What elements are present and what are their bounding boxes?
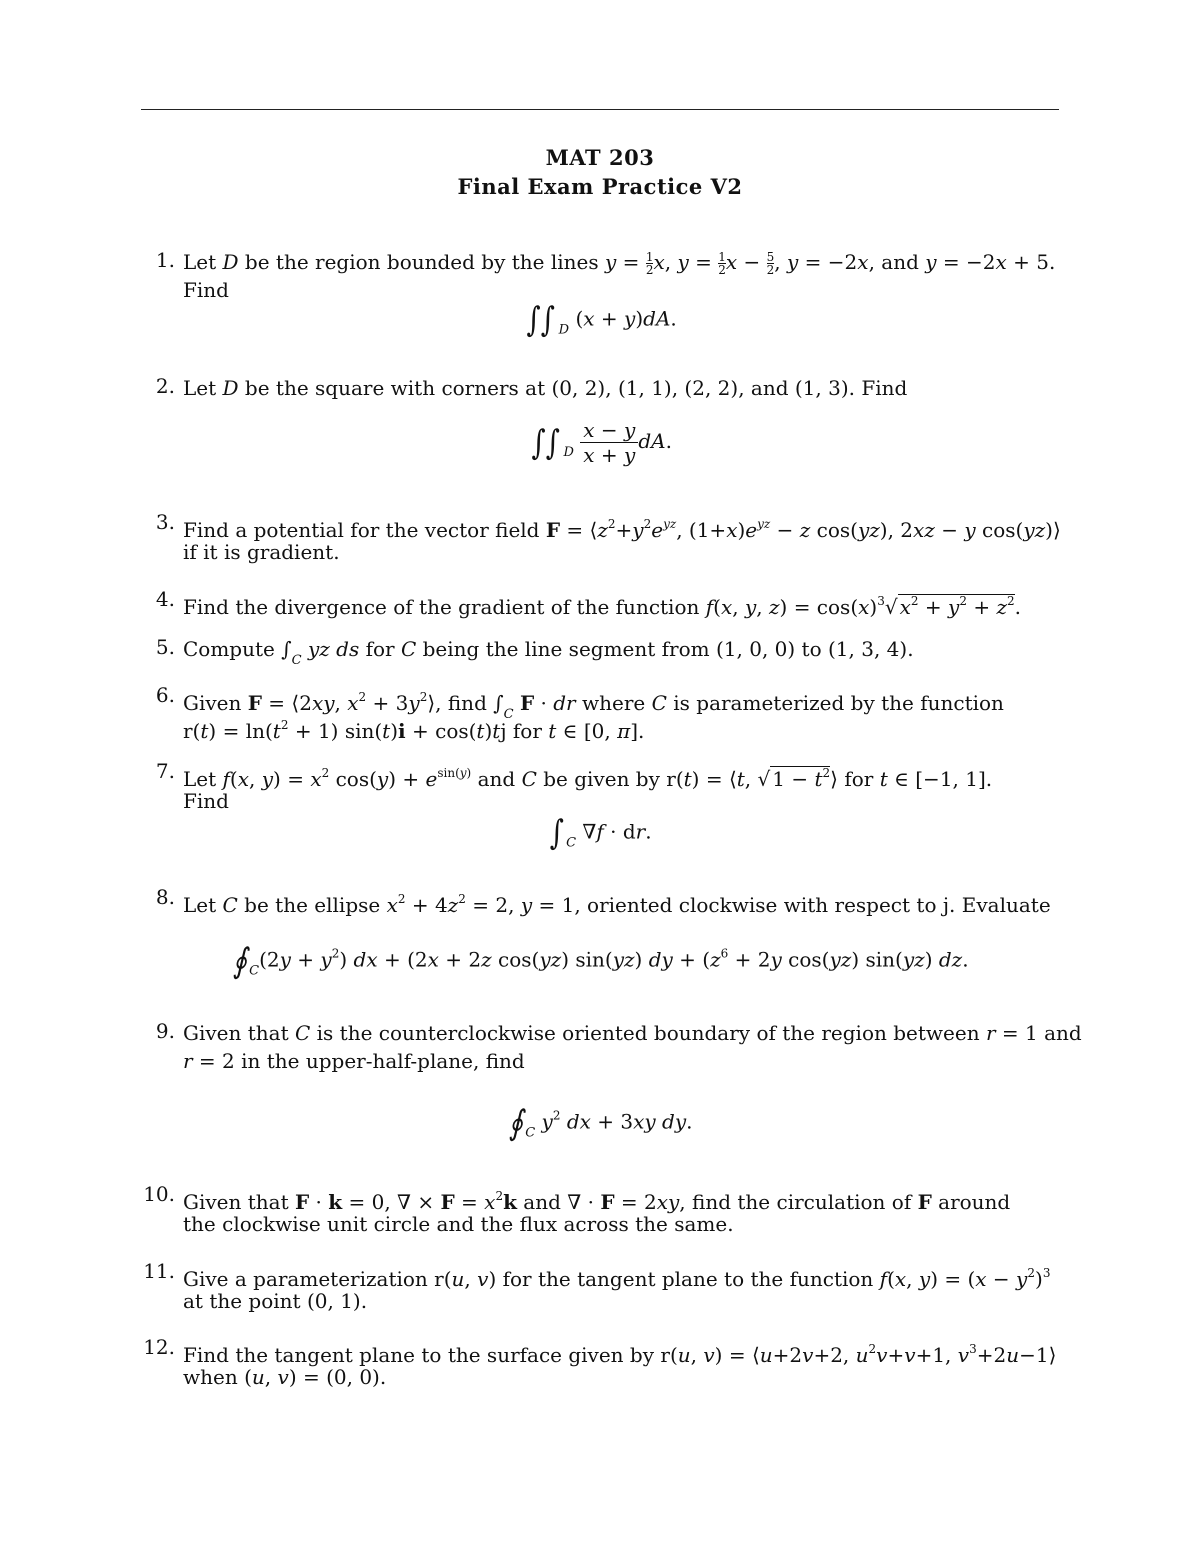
problem-number: 3. xyxy=(155,510,175,534)
problem-text: Find a potential for the vector field $F = ⟨z^2+y^2e^{yz}$, $(1+x)e^{yz} - z$ cos(yz), 2xz − y cos(yz)⟩ if it is gradient. xyxy=(183,517,1061,564)
problem-number: 9. xyxy=(155,1019,175,1043)
problem-number: 2. xyxy=(155,374,175,398)
problem-text: Compute $\int_C$ yz ds for C being the line segment from (1, 0, 0) to (1, 3, 4). xyxy=(183,637,914,668)
problem-text: Find the divergence of the gradient of the function f(x, y, $z) = \cos(x)^3√$ $x^2 + y^2 + z^2$. xyxy=(183,594,1021,619)
problem-text: Given that F · k = 0, ∇ × $F = x^2k$ and ∇ · F = 2xy, find the circulation of F around the clockwise unit circle and the flux across the same. xyxy=(183,1189,1011,1236)
problem-number: 12. xyxy=(143,1335,175,1359)
display-equation: ∫∫ $_D$ (x + y)dA. xyxy=(526,300,677,340)
problem-text: Given that C is the counterclockwise oriented boundary of the region between r = 1 and r = 2 in the upper-half-plane, find xyxy=(183,1021,1082,1073)
problem-text: Let C be the ellipse $x^2 + 4z^2 = 2$, y = 1, oriented clockwise with respect to j. Evaluate xyxy=(183,892,1051,917)
display-equation: ∮ $_C(2y + y^2)$ dx + (2x + 2z cos(yz) sin(yz) dy + ($z^6 + 2y$ cos(yz) sin(yz) dz. xyxy=(233,941,969,981)
display-equation: ∫ $_C$ ∇f · dr. xyxy=(550,813,652,853)
problem-number: 10. xyxy=(143,1182,175,1206)
problem-number: 7. xyxy=(155,759,175,783)
problem-number: 11. xyxy=(143,1259,175,1283)
problem-number: 4. xyxy=(155,587,175,611)
problem-text: Find the tangent plane to the surface given by r(u, v) = ⟨u+2v+2, $u^2v+v+1$, $v^3+2u-1⟩$ when (u, v) = (0, 0). xyxy=(183,1342,1057,1389)
problem-number: 5. xyxy=(155,635,175,659)
problem-text: Give a parameterization r(u, v) for the tangent plane to the function f(x, $y) = (x - y^2)^3$ at the point (0, 1). xyxy=(183,1266,1051,1313)
display-equation: ∮ $_C$ $y^2$ dx + 3xy dy. xyxy=(509,1103,693,1143)
problem-number: 8. xyxy=(155,885,175,909)
course-title: MAT 203 xyxy=(545,145,655,170)
problem-text: Let D be the square with corners at (0, 2), (1, 1), (2, 2), and (1, 3). Find xyxy=(183,376,908,400)
top-rule xyxy=(141,109,1059,110)
exam-subtitle: Final Exam Practice V2 xyxy=(457,174,743,199)
problem-text: Given F = ⟨2xy, $x^2$ + $3y^2⟩$, find $\int_C$ F · dr where C is parameterized by the function $r(t) = \ln(t^2 + 1) \sin(t)i + \cos(t)tj$ for t ∈ [0, π]. xyxy=(183,690,1004,743)
problem-number: 6. xyxy=(155,683,175,707)
problem-text: Let D be the region bounded by the lines y = $\frac{1}{2}$ x, y = $\frac{1}{2}$ x − $\frac{5}{2}$ , y = −2x, and y = −2x + 5. Find xyxy=(183,250,1056,302)
problem-number: 1. xyxy=(155,248,175,272)
problem-text: Let f(x, $y) = x^2$ $\cos(y) + e^{sin(y)}$ and C be given by r(t) = ⟨t, √ $1 - t^2⟩$ for t ∈ [−1, 1]. Find xyxy=(183,766,993,813)
display-equation: ∫∫ $_D$ $\frac{x - y}{x + y}$ dA. xyxy=(531,418,672,467)
